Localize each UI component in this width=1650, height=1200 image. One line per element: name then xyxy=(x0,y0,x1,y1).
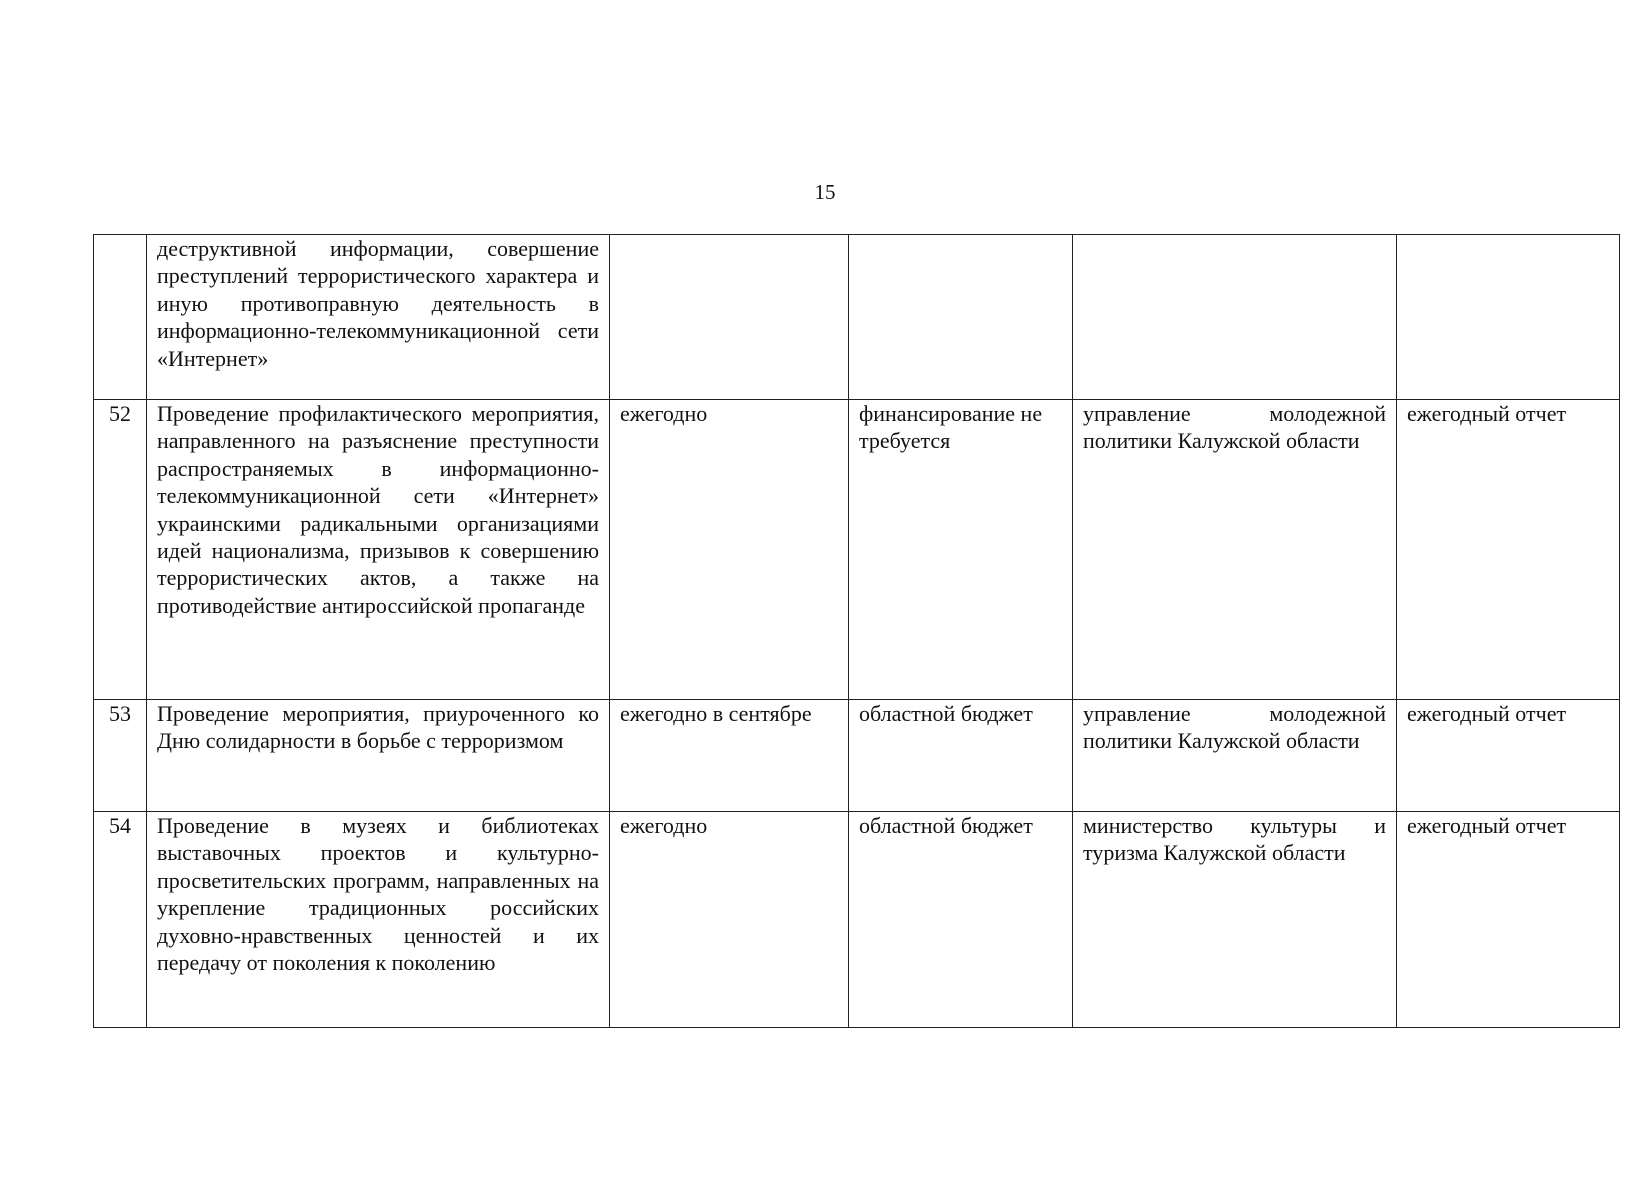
period-cell: ежегодно в сентябре xyxy=(610,700,849,812)
table-row-53 xyxy=(94,700,1620,812)
measures-table xyxy=(93,234,1620,1028)
row-number-cell: 53 xyxy=(94,700,147,812)
executor-cell: управление молодежной политики Калужской области xyxy=(1073,400,1397,700)
result-cell xyxy=(1397,235,1620,400)
event-description-cell: Проведение мероприятия, приуроченного ко Дню солидарности в борьбе с терроризмом xyxy=(147,700,610,812)
executor-cell: министерство культуры и туризма Калужской области xyxy=(1073,812,1397,1028)
row-number-cell xyxy=(94,235,147,400)
event-description-cell: Проведение профилактического мероприятия, направленного на разъяснение преступности распространяемых в информационно-телекоммуникационной сети «Интернет» украинскими радикальными организациями идей национализма, призывов к совершению террористических актов, а также на противодействие антироссийской пропаганде xyxy=(147,400,610,700)
table-row-continuation xyxy=(94,235,1620,400)
page-number: 15 xyxy=(814,180,836,204)
executor-cell xyxy=(1073,235,1397,400)
table-row-52 xyxy=(94,400,1620,700)
funding-cell xyxy=(849,235,1073,400)
row-number-cell: 52 xyxy=(94,400,147,700)
result-cell: ежегодный отчет xyxy=(1397,700,1620,812)
event-description-cell: Проведение в музеях и библиотеках выставочных проектов и культурно-просветительских программ, направленных на укрепление традиционных российских духовно-нравственных ценностей и их передачу от поколения к поколению xyxy=(147,812,610,1028)
period-cell: ежегодно xyxy=(610,400,849,700)
row-number-cell: 54 xyxy=(94,812,147,1028)
result-cell: ежегодный отчет xyxy=(1397,812,1620,1028)
period-cell xyxy=(610,235,849,400)
table-row-54 xyxy=(94,812,1620,1028)
period-cell: ежегодно xyxy=(610,812,849,1028)
funding-cell: областной бюджет xyxy=(849,812,1073,1028)
event-description-cell: деструктивной информации, совершение преступлений террористического характера и иную противоправную деятельность в информационно-телекоммуникационной сети «Интернет» xyxy=(147,235,610,400)
result-cell: ежегодный отчет xyxy=(1397,400,1620,700)
funding-cell: финансирование не требуется xyxy=(849,400,1073,700)
funding-cell: областной бюджет xyxy=(849,700,1073,812)
executor-cell: управление молодежной политики Калужской области xyxy=(1073,700,1397,812)
